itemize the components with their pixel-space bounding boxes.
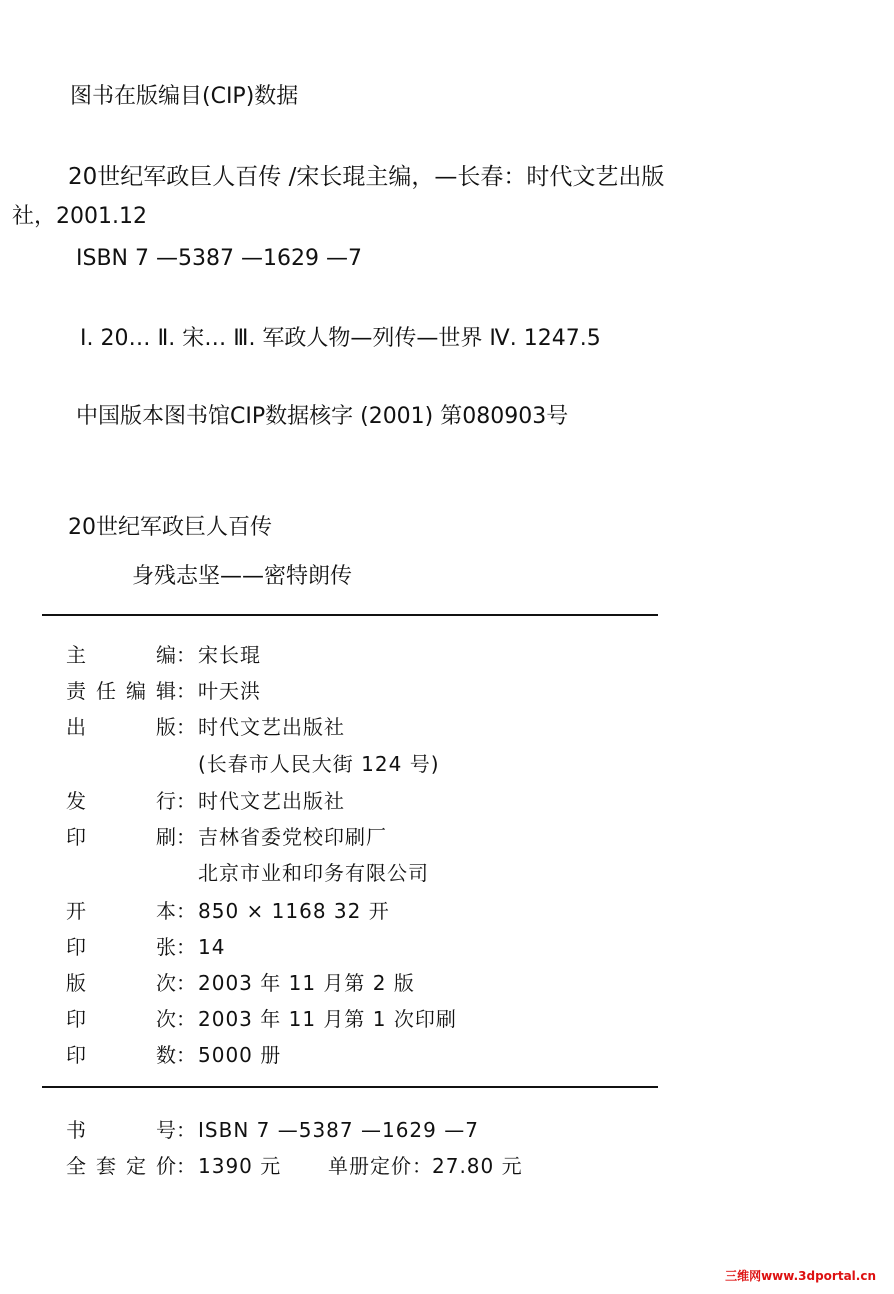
unit-price-label: 单册定价 (328, 1154, 412, 1178)
watermark: 三维网www.3dportal.cn (725, 1269, 876, 1283)
top-divider (42, 614, 658, 616)
publisher-address: (长春市人民大街 124 号) (198, 752, 440, 776)
set-price-value: 1390 元 (198, 1154, 282, 1178)
credit-value: 宋长琨 (198, 643, 261, 667)
cip-check-number: 中国版本图书馆CIP数据核字 (2001) 第080903号 (76, 404, 569, 429)
credit-label: 责任编辑 (66, 679, 176, 703)
series-title: 20世纪军政巨人百传 (68, 515, 272, 540)
credit-label: 开本 (66, 899, 176, 923)
cip-classification: Ⅰ. 20… Ⅱ. 宋… Ⅲ. 军政人物—列传—世界 Ⅳ. 1247.5 (80, 326, 601, 351)
book-number-label: 书号 (66, 1118, 176, 1142)
credit-value: 14 (198, 935, 226, 959)
unit-price-value: 27.80 元 (432, 1154, 523, 1178)
set-price-label: 全套定价 (66, 1154, 176, 1178)
cip-isbn: ISBN 7 —5387 —1629 —7 (76, 246, 362, 271)
credit-label: 印数 (66, 1043, 176, 1067)
credit-label: 出版 (66, 715, 176, 739)
credit-label: 版次 (66, 971, 176, 995)
credit-value: 2003 年 11 月第 2 版 (198, 971, 415, 995)
credit-label: 主编 (66, 643, 176, 667)
credit-row-printer: 印刷： 吉林省委党校印刷厂 (66, 825, 387, 849)
credit-row-printing: 印次： 2003 年 11 月第 1 次印刷 (66, 1007, 457, 1031)
credit-value: 时代文艺出版社 (198, 789, 345, 813)
credit-label: 发行 (66, 789, 176, 813)
credit-value: 5000 册 (198, 1043, 282, 1067)
credit-label: 印张 (66, 935, 176, 959)
credit-value: 吉林省委党校印刷厂 (198, 825, 387, 849)
bottom-divider (42, 1086, 658, 1088)
book-number-value: ISBN 7 —5387 —1629 —7 (198, 1118, 479, 1142)
credit-label: 印刷 (66, 825, 176, 849)
credit-value: 时代文艺出版社 (198, 715, 345, 739)
book-number-row: 书号： ISBN 7 —5387 —1629 —7 (66, 1118, 479, 1142)
credit-value: 2003 年 11 月第 1 次印刷 (198, 1007, 457, 1031)
printer-second: 北京市业和印务有限公司 (198, 861, 429, 885)
cip-heading: 图书在版编目(CIP)数据 (70, 84, 299, 109)
price-row: 全套定价： 1390 元 单册定价：27.80 元 (66, 1154, 523, 1178)
credit-row-print-run: 印数： 5000 册 (66, 1043, 282, 1067)
credit-row-edition: 版次： 2003 年 11 月第 2 版 (66, 971, 415, 995)
credit-value: 850 × 1168 32 开 (198, 899, 390, 923)
book-title: 身残志坚——密特朗传 (132, 564, 353, 589)
credit-row-publisher: 出版： 时代文艺出版社 (66, 715, 345, 739)
credit-value: 叶天洪 (198, 679, 261, 703)
credit-row-sheets: 印张： 14 (66, 935, 226, 959)
credit-label: 印次 (66, 1007, 176, 1031)
credit-row-distributor: 发行： 时代文艺出版社 (66, 789, 345, 813)
cip-entry-line1: 20世纪军政巨人百传 /宋长琨主编，—长春：时代文艺出版 (68, 164, 665, 190)
credit-row-editor: 主编： 宋长琨 (66, 643, 261, 667)
credit-row-format: 开本： 850 × 1168 32 开 (66, 899, 390, 923)
cip-entry-line2: 社，2001.12 (12, 204, 147, 229)
credit-row-responsible-editor: 责任编辑： 叶天洪 (66, 679, 261, 703)
